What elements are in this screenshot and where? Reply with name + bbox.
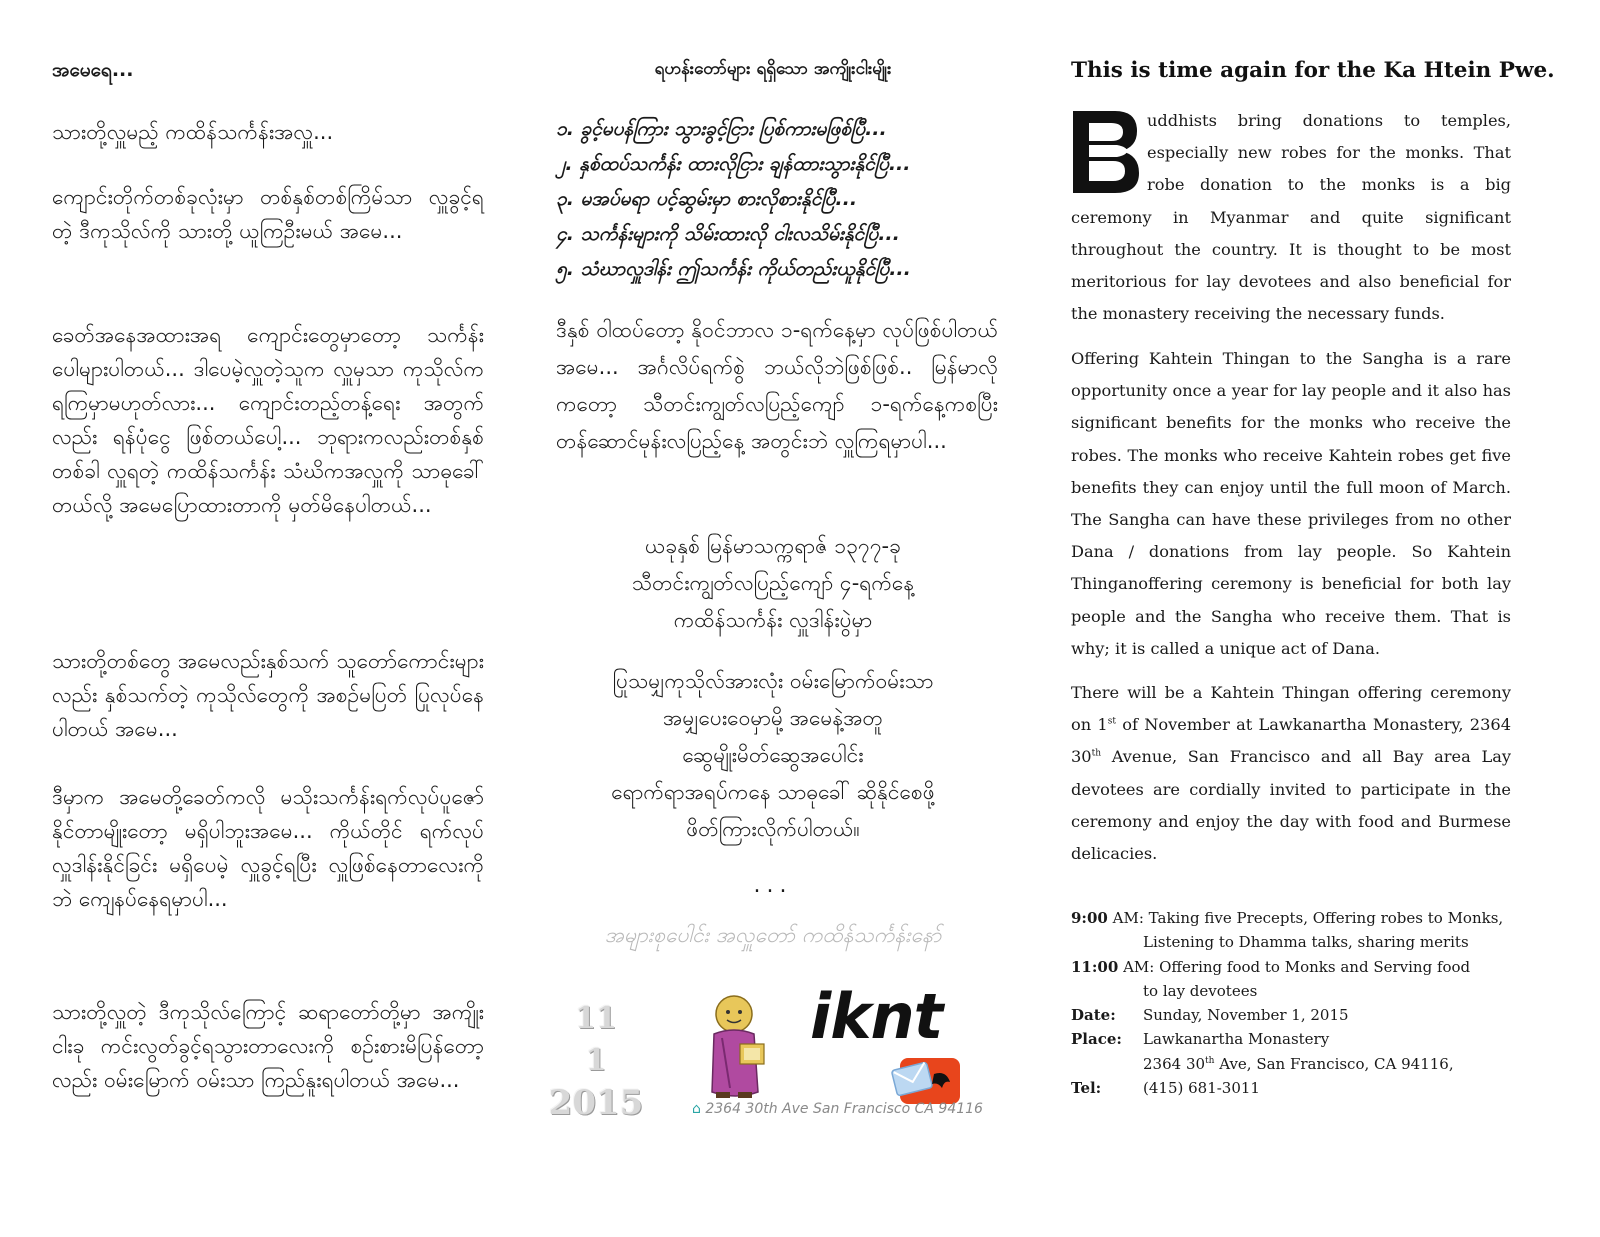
schedule-time-suffix: AM: bbox=[1118, 957, 1155, 976]
schedule-time-suffix: AM: bbox=[1107, 909, 1144, 927]
separator-dots: ... bbox=[753, 873, 793, 898]
left-paragraph: သားတို့လှူမည့် ကထိန်သင်္ကန်းအလှူ... bbox=[52, 120, 334, 144]
date-year: 2015 bbox=[548, 1083, 644, 1123]
place-address bbox=[1143, 1052, 1511, 1076]
ordinal-suffix: st bbox=[1107, 716, 1116, 727]
tel-value: (415) 681-3011 bbox=[1143, 1079, 1260, 1098]
date-month: 1 bbox=[585, 1043, 607, 1078]
invitation-block bbox=[548, 663, 998, 848]
center-line: ရောက်ရာအရပ်ကနေ သာဓုခေါ် ဆိုနိုင်စေဖို့ bbox=[611, 780, 935, 804]
date-value: Sunday, November 1, 2015 bbox=[1143, 1006, 1349, 1025]
schedule bbox=[1071, 906, 1511, 1100]
address-text: 2364 30th Ave San Francisco CA 94116 bbox=[705, 1101, 983, 1117]
benefit-item: ၁. ခွင့်မပန်ကြား သွားခွင့်ငြား ပြစ်ကားမဖြစ်ပြီ... bbox=[556, 118, 887, 140]
benefit-item: ၂. နှစ်ထပ်သင်္ကန်း ထားလိုငြား ချန်ထားသွားနိုင်ပြီ... bbox=[556, 153, 911, 175]
ordinal-suffix: th bbox=[1205, 1055, 1215, 1066]
schedule-time: 9:00 bbox=[1071, 909, 1108, 927]
address-line bbox=[692, 1101, 983, 1117]
left-title: အမေရေ... bbox=[52, 59, 134, 81]
center-line: ကထိန်သင်္ကန်း လှူဒါန်းပွဲမှာ bbox=[673, 608, 873, 632]
intro-paragraph bbox=[1071, 105, 1511, 330]
schedule-activity: Listening to Dhamma talks, sharing merits bbox=[1143, 933, 1469, 952]
schedule-activity: to lay devotees bbox=[1143, 981, 1258, 1000]
date-stack bbox=[548, 998, 644, 1124]
address-part: 2364 30 bbox=[1143, 1054, 1206, 1073]
date-row bbox=[1071, 1003, 1511, 1027]
left-paragraph: ကျောင်းတိုက်တစ်ခုလုံးမှာ တစ်နှစ်တစ်ကြိမ်သာ လှူခွင့်ရတဲ့ ဒီကုသိုလ်ကို သားတို့ ယူကြဦးမယ် အမေ... bbox=[52, 185, 484, 243]
invitation-text: Avenue, San Francisco and all Bay area Lay devotees are cordially invited to participate in the ceremony and enjoy the day with food and Burmese delicacies. bbox=[1071, 747, 1511, 864]
tagline: အများစုပေါင်း အလှူတော် ကထိန်သင်္ကန်းနော် bbox=[604, 923, 942, 947]
center-line: သီတင်းကျွတ်လပြည့်ကျော် ၄-ရက်နေ့ bbox=[631, 571, 915, 595]
invitation-text: There will be a Kahtein Thingan offering ceremony on 1 bbox=[1071, 683, 1511, 735]
intro-text: uddhists bring donations to temples, especially new robes for the monks. That robe donation to the monks is a big ceremony in Myanmar and quite significant throughout the country. It is thought to be most meritorious for lay devotees and also beneficial for the monastery receiving the necessary funds. bbox=[1071, 111, 1511, 324]
center-line: ဖိတ်ကြားလိုက်ပါတယ်။ bbox=[686, 817, 860, 841]
tel-label: Tel: bbox=[1071, 1079, 1102, 1098]
left-paragraph: သားတို့လှူတဲ့ ဒီကုသိုလ်ကြောင့် ဆရာတော်တို့မှာ အကျိုးငါးခု ကင်းလွတ်ခွင့်ရသွားတာလေးကို စဉ်းစားမိပြန်တော့လည်း ဝမ်းမြောက် ဝမ်းသာ ကြည်နူးရပါတယ် အမေ... bbox=[52, 1000, 484, 1092]
ceremony-date-block bbox=[548, 528, 998, 639]
benefit-item: ၅. သံဃာလှူဒါန်း ဤသင်္ကန်း ကိုယ်တည်းယူနိုင်ပြီ... bbox=[556, 258, 911, 280]
monk-illustration bbox=[696, 992, 776, 1102]
date-day: 11 bbox=[575, 1001, 617, 1036]
tel-row bbox=[1071, 1076, 1511, 1100]
place-label: Place: bbox=[1071, 1030, 1122, 1049]
place-address-row bbox=[1071, 1052, 1511, 1076]
place-name: Lawkanartha Monastery bbox=[1143, 1030, 1330, 1049]
page-title: This is time again for the Ka Htein Pwe. bbox=[1071, 58, 1555, 83]
address-part: Ave, San Francisco, CA 94116, bbox=[1214, 1054, 1454, 1073]
center-line: ပြုသမျှကုသိုလ်အားလုံး ဝမ်းမြောက်ဝမ်းသာ bbox=[612, 669, 934, 693]
left-paragraph: ခေတ်အနေအထားအရ ကျောင်းတွေမှာတော့ သင်္ကန်းပေါများပါတယ်... ဒါပေမဲ့လှူတဲ့သူက လှူမှသာ ကုသိုလ်က ရကြမှာမဟုတ်လား... ကျောင်းတည့်တန့်ရေး အတွက်လည်း ရန်ပုံငွေ ဖြစ်တယ်ပေါ့... ဘုရားကလည်းတစ်နှစ်တစ်ခါ လှူရတဲ့ ကထိန်သင်္ကန်း သံဃိကအလှူကို သာဓုခေါ်တယ်လို့ အမေပြောထားတာကို မှတ်မိနေပါတယ်... bbox=[52, 323, 484, 517]
schedule-activity: Offering food to Monks and Serving food bbox=[1159, 957, 1471, 976]
place-row bbox=[1071, 1027, 1511, 1051]
center-line: ဆွေမျိုးမိတ်ဆွေအပေါင်း bbox=[682, 743, 864, 767]
center-line: ယခုနှစ် မြန်မာသက္ကရာဇ် ၁၃၇၇-ခု bbox=[645, 534, 901, 558]
middle-prose: ဒီနှစ် ဝါထပ်တော့ နိုဝင်ဘာလ ၁-ရက်နေ့မှာ လုပ်ဖြစ်ပါတယ်အမေ... အင်္ဂလိပ်ရက်စွဲ ဘယ်လိုဘဲဖြစ်ဖြစ်.. မြန်မာလိုကတော့ သီတင်းကျွတ်လပြည့်ကျော် ၁-ရက်နေ့ကစပြီး တန်ဆောင်မုန်းလပြည့်နေ့ အတွင်းဘဲ လှူကြရမှာပါ... bbox=[556, 318, 998, 453]
left-paragraph: ဒီမှာက အမေတို့ခေတ်ကလို မသိုးသင်္ကန်းရက်လုပ်ပူဇော်နိုင်တာမျိုးတော့ မရှိပါဘူးအမေ... ကိုယ်တိုင် ရက်လုပ် လှူဒါန်းနိုင်ခြင်း မရှိပေမဲ့ လှူခွင့်ရပြီး လှူဖြစ်နေတာလေးကိုဘဲ ကျေနပ်နေရမှာပါ... bbox=[52, 785, 484, 911]
date-label: Date: bbox=[1071, 1006, 1116, 1025]
benefits-list bbox=[556, 112, 998, 287]
schedule-item bbox=[1071, 906, 1511, 955]
benefits-heading: ရဟန်းတော်များ ရရှိသော အကျိုးငါးမျိုး bbox=[654, 59, 892, 79]
invitation-paragraph bbox=[1071, 677, 1511, 870]
schedule-activity: Taking five Precepts, Offering robes to Monks, bbox=[1148, 909, 1504, 927]
iknt-logo: iknt bbox=[810, 980, 943, 1053]
left-paragraph: သားတို့တစ်တွေ အမေလည်းနှစ်သက် သူတော်ကောင်းများလည်း နှစ်သက်တဲ့ ကုသိုလ်တွေကို အစဉ်မပြတ် ပြုလုပ်နေပါတယ် အမေ... bbox=[52, 649, 484, 741]
home-icon: ⌂ bbox=[692, 1101, 701, 1117]
benefits-paragraph: Offering Kahtein Thingan to the Sangha is a rare opportunity once a year for lay people and it also has significant benefits for the monks who receive the robes. The monks who receive Kahtein robes get five benefits they can enjoy until the full moon of March. The Sangha can have these privileges from no other Dana / donations from lay people. So Kahtein Thinganoffering ceremony is beneficial for both lay people and the Sangha who receive them. That is why; it is called a unique act of Dana. bbox=[1071, 349, 1511, 658]
invitation-text: of November at Lawkanartha Monastery, 2364 30 bbox=[1071, 715, 1511, 767]
benefit-item: ၄. သင်္ကန်းများကို သိမ်းထားလို ငါးလသိမ်းနိုင်ပြီ... bbox=[556, 223, 900, 245]
ordinal-suffix: th bbox=[1091, 749, 1102, 760]
schedule-time: 11:00 bbox=[1071, 957, 1119, 976]
schedule-item bbox=[1071, 955, 1511, 1004]
center-line: အမျှပေးဝေမှာမို့ အမေနဲ့အတူ bbox=[663, 706, 883, 730]
benefit-item: ၃. မအပ်မရာ ပင့်ဆွမ်းမှာ စားလိုစားနိုင်ပြီ... bbox=[556, 188, 858, 210]
dropcap-letter bbox=[1071, 109, 1141, 195]
